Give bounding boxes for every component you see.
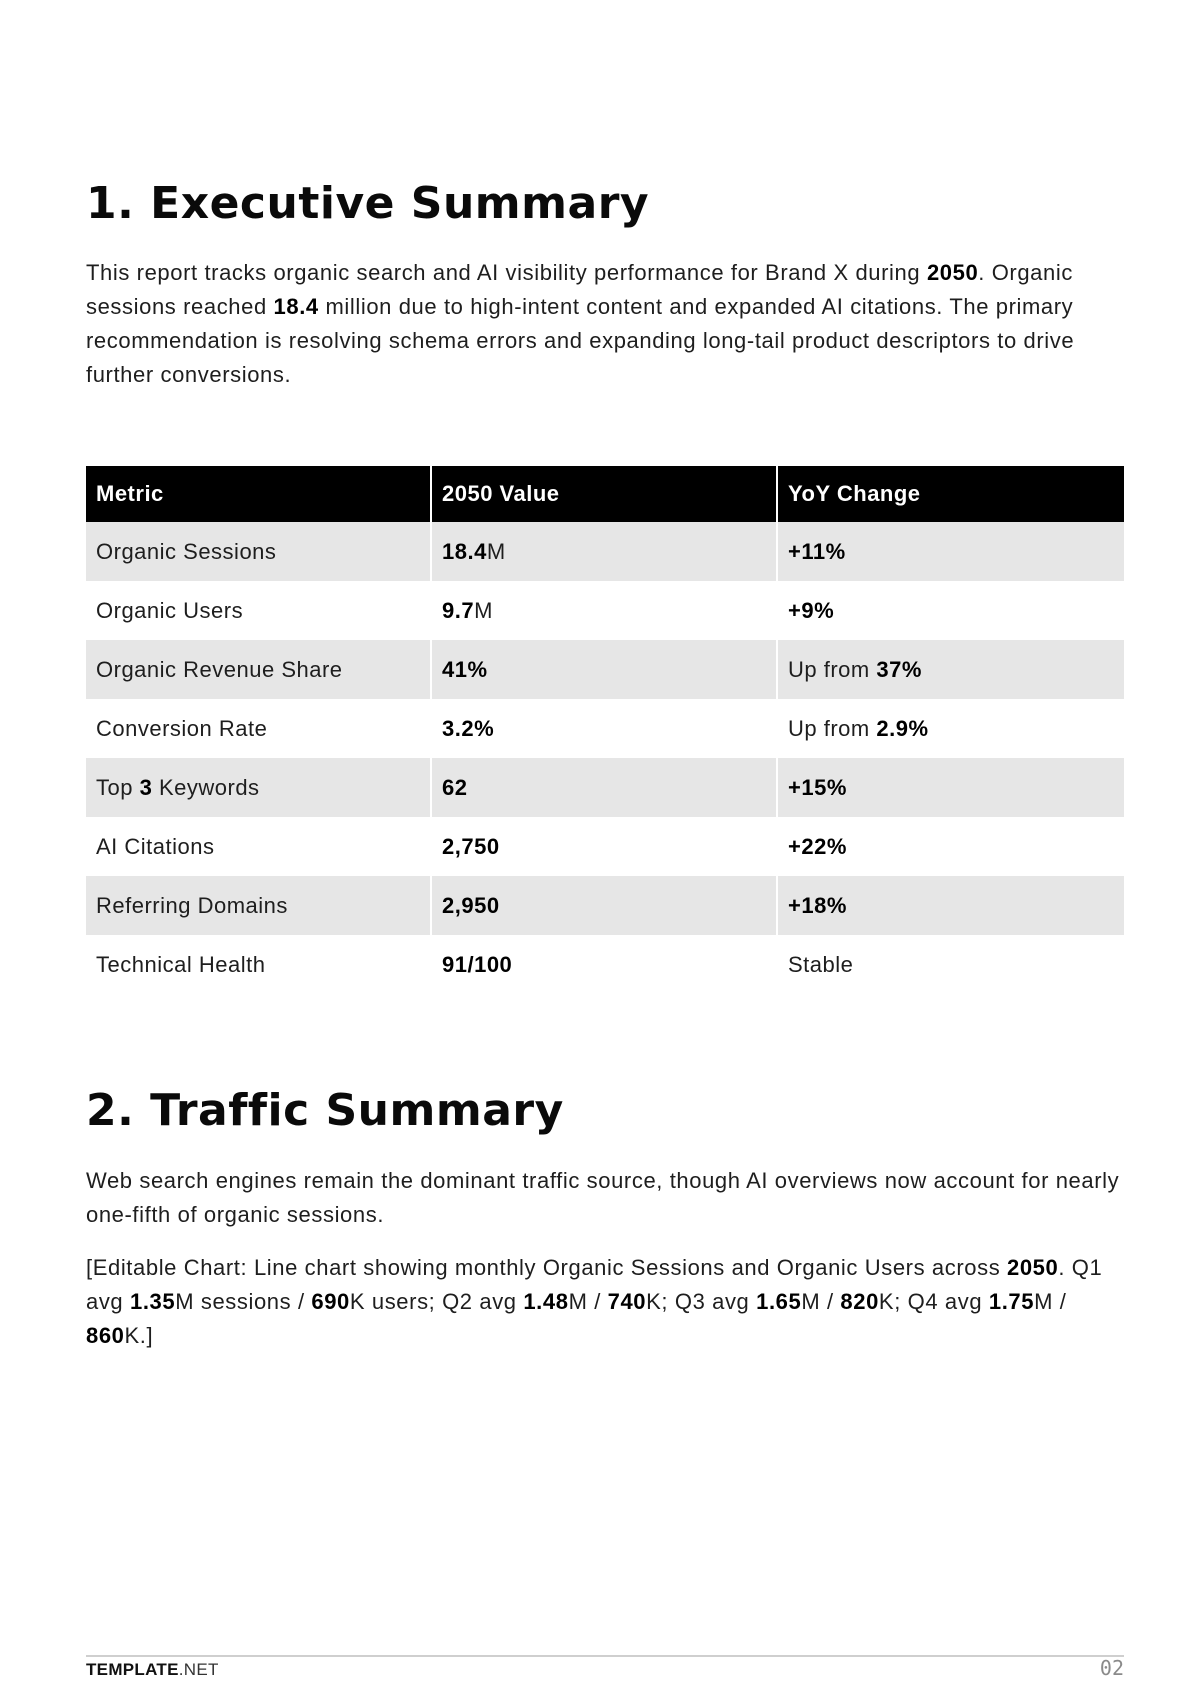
text-run: M /: [1034, 1289, 1067, 1314]
bold-text-run: 18.4: [273, 294, 319, 319]
table-row: [86, 581, 1124, 640]
bold-text-run: 37%: [876, 656, 922, 682]
table-row: [86, 699, 1124, 758]
executive-summary-heading: 1. Executive Summary: [86, 178, 650, 229]
metrics-table-body: [86, 522, 1124, 994]
text-run: Up from: [788, 715, 877, 741]
text-run: K; Q4 avg: [878, 1289, 989, 1314]
table-row: [86, 640, 1124, 699]
text-run: Organic Sessions: [96, 538, 277, 564]
value-cell: [431, 699, 777, 758]
yoy-change-cell: [777, 876, 1124, 935]
value-cell: [431, 935, 777, 994]
yoy-change-cell: [777, 758, 1124, 817]
header-yoy-change: YoY Change: [777, 466, 1124, 522]
bold-text-run: 2,750: [442, 833, 500, 859]
header-metric: Metric: [86, 466, 431, 522]
text-run: Web search engines remain the dominant traffic source, though AI overviews now account for nearly one-fifth of organic sessions.: [86, 1168, 1120, 1227]
bold-text-run: 18.4: [442, 538, 487, 564]
metric-cell: [86, 817, 431, 876]
text-run: Keywords: [152, 774, 260, 800]
brand-logo: [86, 1660, 219, 1680]
value-cell: [431, 876, 777, 935]
table-row: [86, 817, 1124, 876]
text-run: Organic Revenue Share: [96, 656, 343, 682]
text-run: million due to high-intent content and expanded AI citations. The primary recommendation is resolving schema errors and expanding long-tail product descriptors to drive further conversions.: [86, 294, 1075, 387]
value-cell: [431, 758, 777, 817]
brand-name: TEMPLATE: [86, 1660, 179, 1679]
table-row: [86, 876, 1124, 935]
footer-divider: [86, 1655, 1124, 1657]
yoy-change-cell: [777, 581, 1124, 640]
bold-text-run: 820: [840, 1289, 879, 1314]
text-run: . Q1 avg: [86, 1255, 1103, 1314]
text-run: Technical Health: [96, 951, 266, 977]
bold-text-run: 2050: [1007, 1255, 1059, 1280]
text-run: Top: [96, 774, 140, 800]
brand-suffix: .NET: [178, 1660, 219, 1679]
text-run: M: [486, 538, 506, 564]
text-run: M: [474, 597, 493, 623]
bold-text-run: +18%: [788, 892, 847, 918]
value-cell: [431, 817, 777, 876]
text-run: Stable: [788, 951, 854, 977]
table-row: [86, 935, 1124, 994]
bold-text-run: 3: [139, 774, 153, 800]
metric-cell: [86, 640, 431, 699]
header-value: 2050 Value: [431, 466, 777, 522]
yoy-change-cell: [777, 640, 1124, 699]
bold-text-run: 2.9%: [876, 715, 929, 741]
bold-text-run: 2050: [926, 260, 979, 285]
yoy-change-cell: [777, 935, 1124, 994]
yoy-change-cell: [777, 522, 1124, 581]
metric-cell: [86, 522, 431, 581]
bold-text-run: 2,950: [442, 892, 500, 918]
bold-text-run: 41%: [442, 656, 488, 682]
yoy-change-cell: [777, 817, 1124, 876]
metric-cell: [86, 758, 431, 817]
text-run: K; Q3 avg: [646, 1289, 757, 1314]
metric-cell: [86, 876, 431, 935]
text-run: Up from: [788, 656, 877, 682]
text-run: This report tracks organic search and AI visibility performance for Brand X during: [86, 260, 927, 285]
bold-text-run: +15%: [788, 774, 847, 800]
value-cell: [431, 522, 777, 581]
bold-text-run: 3.2%: [442, 715, 495, 741]
page-number: 02: [1099, 1656, 1124, 1680]
bold-text-run: 91/100: [442, 951, 513, 977]
metric-cell: [86, 699, 431, 758]
metrics-table: [86, 466, 1124, 994]
text-run: [Editable Chart: Line chart showing monthly Organic Sessions and Organic Users across: [86, 1255, 1008, 1280]
traffic-summary-paragraph: [86, 1164, 1124, 1232]
bold-text-run: 690: [311, 1289, 350, 1314]
value-cell: [431, 640, 777, 699]
text-run: M /: [568, 1289, 608, 1314]
metric-cell: [86, 581, 431, 640]
bold-text-run: 740: [607, 1289, 647, 1314]
text-run: AI Citations: [96, 833, 215, 859]
bold-text-run: 9.7: [442, 597, 475, 623]
bold-text-run: +11%: [788, 538, 846, 564]
text-run: K users; Q2 avg: [349, 1289, 524, 1314]
text-run: M /: [801, 1289, 841, 1314]
bold-text-run: 1.48: [523, 1289, 569, 1314]
bold-text-run: 1.35: [129, 1289, 176, 1314]
text-run: Conversion Rate: [96, 715, 268, 741]
text-run: Organic Users: [96, 597, 244, 623]
bold-text-run: +22%: [788, 833, 847, 859]
traffic-summary-heading: 2. Traffic Summary: [86, 1085, 564, 1136]
bold-text-run: 1.75: [988, 1289, 1035, 1314]
bold-text-run: 860: [86, 1323, 125, 1348]
table-row: [86, 522, 1124, 581]
bold-text-run: 1.65: [756, 1289, 802, 1314]
text-run: . Organic sessions reached: [86, 260, 1073, 319]
text-run: M sessions /: [175, 1289, 312, 1314]
text-run: K.]: [124, 1323, 154, 1348]
table-row: [86, 758, 1124, 817]
metric-cell: [86, 935, 431, 994]
chart-placeholder-note: [86, 1251, 1124, 1353]
bold-text-run: 62: [442, 774, 468, 800]
table-header-row: [86, 466, 1124, 522]
yoy-change-cell: [777, 699, 1124, 758]
bold-text-run: +9%: [788, 597, 835, 623]
text-run: Referring Domains: [96, 892, 288, 918]
executive-summary-paragraph: [86, 256, 1124, 392]
value-cell: [431, 581, 777, 640]
